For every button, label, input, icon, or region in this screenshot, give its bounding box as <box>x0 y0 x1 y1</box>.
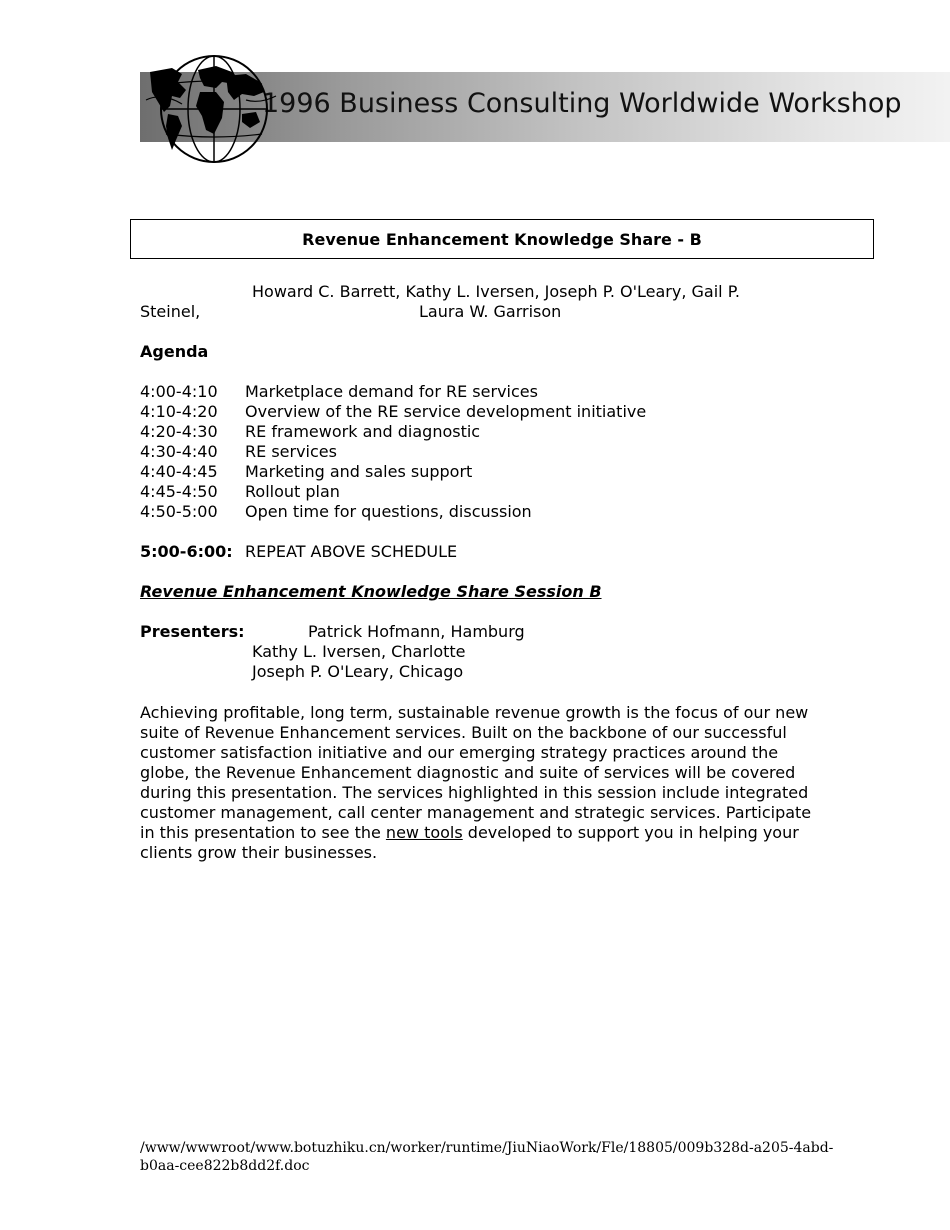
session-title-box: Revenue Enhancement Knowledge Share - B <box>130 219 874 259</box>
agenda-topic: Rollout plan <box>245 482 340 501</box>
names-line-2-right: Laura W. Garrison <box>419 302 562 321</box>
agenda-time: 4:40-4:45 <box>140 462 218 481</box>
session-b-title: Revenue Enhancement Knowledge Share Session B <box>140 582 602 601</box>
agenda-topic: Marketplace demand for RE services <box>245 382 538 401</box>
description-text: Achieving profitable, long term, sustainable revenue growth is the focus of our new suite of Revenue Enhancement services. Built on the backbone of our successful customer satisfaction initiative and our emerging strategy practices around the globe, the Revenue Enhancement diagnostic and suite of services will be covered during this presentation. The services highlighted in this session include integrated customer management, call center management and strategic services. Participate in this presentation to see the <box>140 703 812 842</box>
agenda-topic: RE framework and diagnostic <box>245 422 481 441</box>
repeat-time: 5:00-6:00: <box>140 542 233 561</box>
agenda-topic: Overview of the RE service development initiative <box>245 402 647 421</box>
presenter: Kathy L. Iversen, Charlotte <box>252 642 466 661</box>
agenda-topic: Open time for questions, discussion <box>245 502 532 521</box>
repeat-text: REPEAT ABOVE SCHEDULE <box>245 542 458 561</box>
workshop-title: 1996 Business Consulting Worldwide Workshop <box>262 88 902 119</box>
new-tools-link[interactable]: new tools <box>385 823 463 842</box>
agenda-topic: Marketing and sales support <box>245 462 473 481</box>
names-line-2-left: Steinel, <box>140 302 201 321</box>
names-line-1: Howard C. Barrett, Kathy L. Iversen, Joseph P. O'Leary, Gail P. <box>252 282 740 301</box>
agenda-time: 4:50-5:00 <box>140 502 218 521</box>
session-description <box>140 703 820 863</box>
agenda-time: 4:30-4:40 <box>140 442 218 461</box>
agenda-time: 4:45-4:50 <box>140 482 218 501</box>
agenda-time: 4:00-4:10 <box>140 382 218 401</box>
agenda-topic: RE services <box>245 442 337 461</box>
presenters-label: Presenters: <box>140 622 245 641</box>
file-path-footer: /www/wwwroot/www.botuzhiku.cn/worker/runtime/JiuNiaoWork/Fle/18805/009b328d-a205-4abd-b0aa-cee822b8dd2f.doc <box>140 1140 834 1174</box>
description-text-end: developed to support you in helping your clients grow their businesses. <box>140 823 799 862</box>
agenda-heading: Agenda <box>140 342 209 361</box>
agenda-time: 4:20-4:30 <box>140 422 218 441</box>
agenda-time: 4:10-4:20 <box>140 402 218 421</box>
globe-icon <box>142 52 278 166</box>
presenter: Patrick Hofmann, Hamburg <box>308 622 525 641</box>
presenter: Joseph P. O'Leary, Chicago <box>252 662 464 681</box>
